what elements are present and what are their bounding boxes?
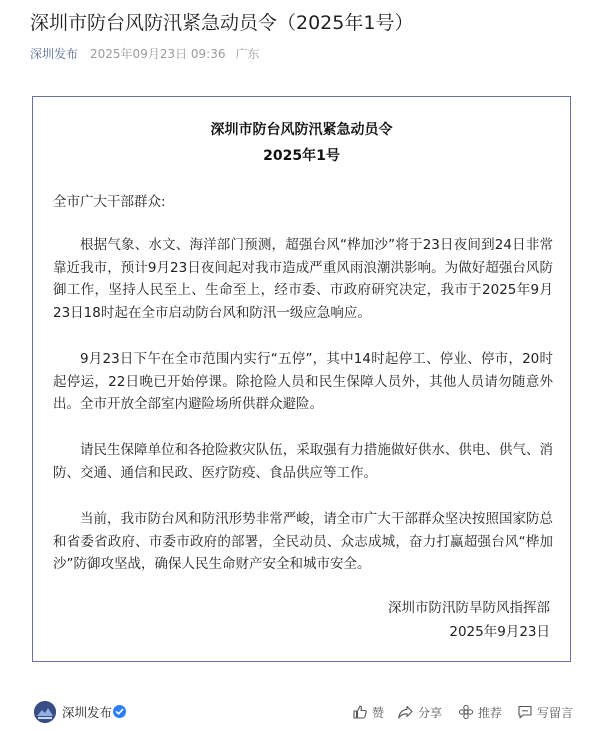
share-icon [397,704,414,720]
salutation: 全市广大干部群众: [53,194,166,210]
account-name[interactable]: 深圳发布 [62,705,113,720]
source-account-link[interactable]: 深圳发布 [30,46,79,61]
recommend-button[interactable] [458,703,502,721]
recommend-label: 推荐 [478,705,503,720]
paragraph: 请民生保障单位和各抢险救灾队伍，采取强有力措施做好供水、供电、供气、消防、交通、通信和民政、医疗防疫、食品供应等工作。 [53,442,553,481]
thumbs-up-icon [352,704,368,720]
comment-button[interactable] [517,703,573,721]
signoff-date: 2025年9月23日 [449,624,550,640]
notice-document [32,96,571,662]
notice-title: 深圳市防台风防汛紧急动员令 [210,122,393,138]
paragraph: 当前，我市防台风和防汛形势非常严峻，请全市广大干部群众坚决按照国家防总和省委省政府、市委市政府的部署，全民动员、众志成城，奋力打赢超强台风“桦加沙”防御攻坚战，确保人民生命财产安全和城市安全。 [53,511,553,572]
share-label: 分享 [418,705,443,720]
share-button[interactable] [397,703,442,721]
comment-label: 写留言 [537,705,574,720]
account-avatar[interactable] [34,701,56,723]
paragraph: 根据气象、水文、海洋部门预测，超强台风“桦加沙”将于23日夜间到24日非常靠近我市，预计9月23日夜间起对我市造成严重风雨浪潮洪影响。为做好超强台风防御工作，坚持人民至上、生命至上，经市委、市政府研究决定，我市于2025年9月23日18时起在全市启动防台风和防汛一级应急响应。 [53,237,553,321]
comment-icon [517,704,533,720]
flower-icon [458,704,474,720]
article-meta [30,44,260,62]
article-title: 深圳市防台风防汛紧急动员令（2025年1号） [30,12,414,34]
paragraph: 9月23日下午在全市范围内实行“五停”，其中14时起停工、停业、停市，20时起停运，22日晚已开始停课。除抢险人员和民生保障人员外，其他人员请勿随意外出。全市开放全部室内避险场所供群众避险。 [53,351,553,412]
footer-bar [0,693,600,731]
publish-location: 广东 [235,46,260,61]
signoff-organization: 深圳市防汛防旱防风指挥部 [388,600,550,616]
verified-badge-icon [113,705,126,718]
like-label: 赞 [372,705,385,720]
publish-time: 2025年09月23日 09:36 [90,46,226,61]
like-button[interactable] [352,703,384,721]
notice-number: 2025年1号 [263,148,340,164]
